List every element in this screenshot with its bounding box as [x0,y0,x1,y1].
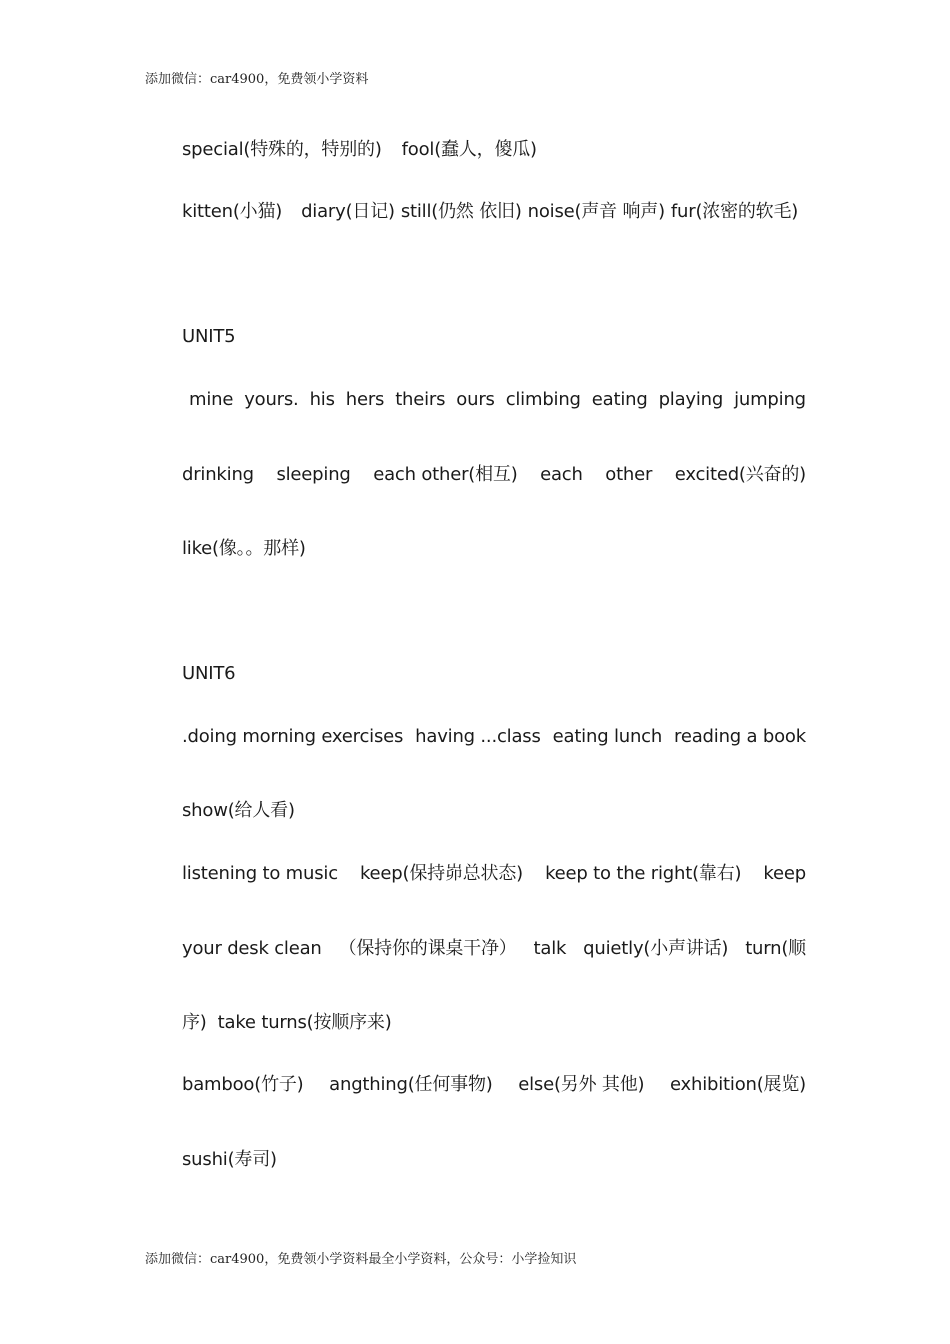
vocab-line-4 [182,463,806,487]
vocab-line-6 [182,725,806,749]
vocab-word: diary(日记) [301,201,395,222]
vocab-line-11 [182,1073,806,1097]
vocab-phrase: keep to the right(靠右) [545,863,742,884]
vocab-word: special(特殊的，特别的) [182,139,382,160]
vocab-phrase: .doing morning exercises [182,726,404,747]
vocab-phrase: turn(顺 [745,938,806,959]
vocab-line-1 [182,138,806,162]
vocab-word: theirs [395,389,446,410]
vocab-word: kitten(小猫) [182,201,283,222]
vocab-word: else(另外 其他) [518,1074,645,1095]
vocab-word: mine [189,389,234,410]
vocab-word: ours [456,389,495,410]
vocab-phrase: your desk clean [182,938,322,959]
vocab-phrase: listening to music [182,863,338,884]
vocab-line-5: like(像。。那样) [182,538,306,559]
vocab-phrase: talk [533,938,567,959]
vocab-line-12: sushi(寿司) [182,1149,277,1170]
vocab-phrase: having ...class [415,726,541,747]
vocab-word: playing [658,389,724,410]
vocab-word: yours. [244,389,299,410]
vocab-word: each [540,464,583,485]
unit6-heading: UNIT6 [182,663,236,684]
vocab-word: still(仍然 依旧) [400,201,522,222]
vocab-phrase: （保持你的课桌干净） [338,938,517,959]
vocab-phrase: quietly(小声讲话) [583,938,729,959]
vocab-line-10: 序) take turns(按顺序来) [182,1012,392,1033]
vocab-line-7: show(给人看) [182,800,295,821]
vocab-line-2 [182,200,806,224]
vocab-word: bamboo(竹子) [182,1074,304,1095]
vocab-line-3 [189,388,806,412]
vocab-word: hers [345,389,385,410]
vocab-phrase: keep [763,863,806,884]
vocab-word: fool(蠢人，傻瓜) [401,139,537,160]
vocab-word: sleeping [276,464,351,485]
page-footer: 添加微信：car4900，免费领小学资料最全小学资料，公众号：小学捡知识 [145,1252,577,1267]
vocab-word: excited(兴奋的) [674,464,806,485]
vocab-word: his [309,389,335,410]
vocab-phrase: eating lunch [552,726,663,747]
vocab-phrase: reading a book [674,726,806,747]
vocab-line-9 [182,937,806,961]
vocab-line-8 [182,862,806,886]
vocab-word: fur(浓密的软毛) [670,201,799,222]
unit5-heading: UNIT5 [182,326,236,347]
vocab-word: each other(相互) [373,464,518,485]
vocab-word: eating [591,389,648,410]
vocab-word: noise(声音 响声) [527,201,665,222]
vocab-word: exhibition(展览) [669,1074,806,1095]
vocab-phrase: keep(保持峁总状态) [359,863,523,884]
page-header: 添加微信：car4900，免费领小学资料 [145,72,369,87]
vocab-word: other [605,464,653,485]
vocab-word: angthing(任何事物) [329,1074,493,1095]
vocab-word: drinking [182,464,254,485]
vocab-word: climbing [505,389,581,410]
vocab-word: jumping [734,389,806,410]
